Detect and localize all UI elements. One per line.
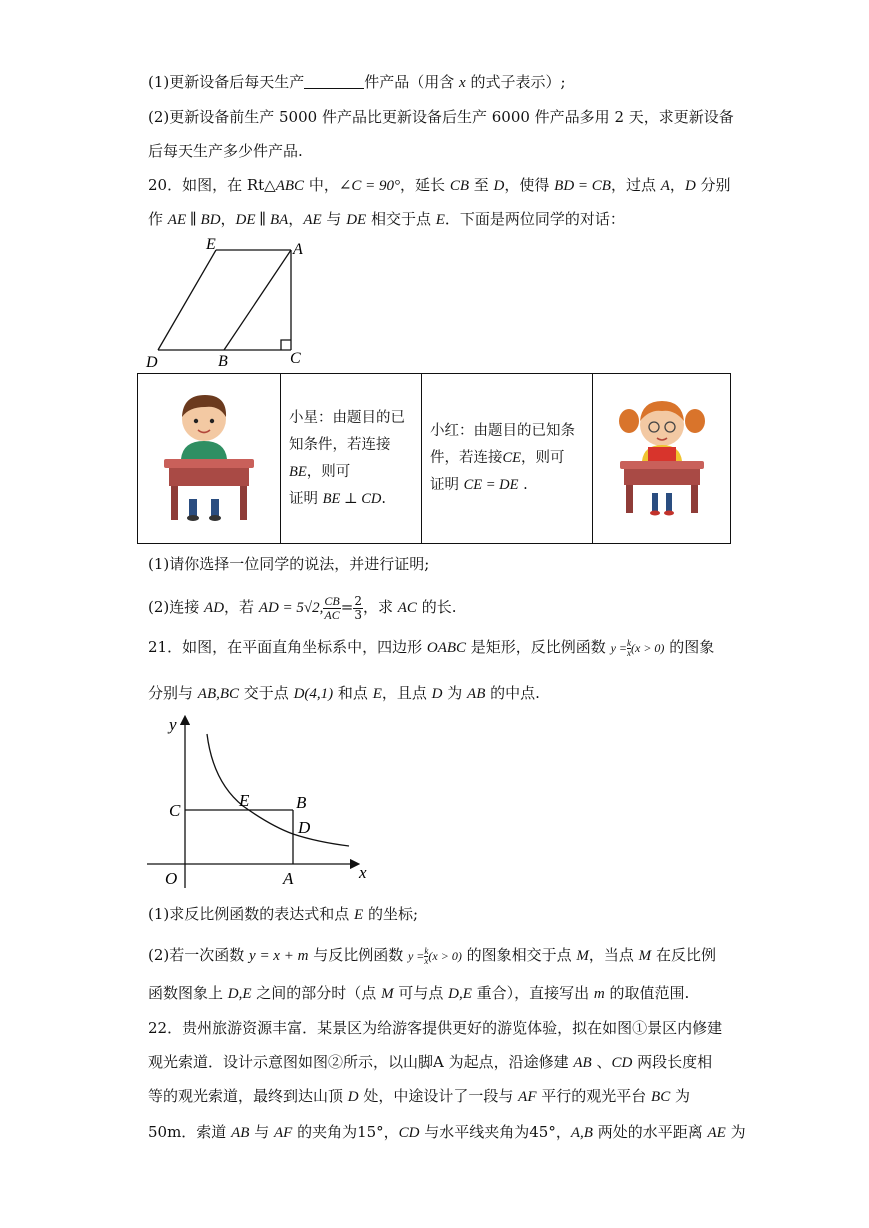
label-b: B [218,353,228,370]
q22-stem-line3: 等的观光索道，最终到达山顶 D 处，中途设计了一段与 AF 平行的观光平台 BC 为 [148,1087,690,1105]
label-b: B [296,793,307,812]
fraction-cb-ac: $\frac{CB}{AC}$ [324,593,340,622]
label-a: A [283,869,294,888]
label-o: O [165,869,178,888]
q19-part2-line2: 后每天生产多少件产品. [148,142,303,160]
label-c: C [169,801,181,820]
dialogue-table [137,373,731,544]
label-e: E [206,236,216,253]
boy-student-illustration [159,389,259,524]
q21-coordinate-figure [145,712,375,892]
q21-part2: (2)若一次函数 y = x + m 与反比例函数 y = $\frac{k}{x}$ (x > 0) 的图象相交于点 M，当点 M 在反比例 [148,945,716,966]
xiaoxing-cell: 小星：由题目的已 知条件，若连接 BE，则可 证明 BE ⊥ CD. [281,374,422,544]
q19-part2-line1: (2)更新设备前生产 5000 件产品比更新设备后生产 6000 件产品多用 2 天，求更新设备 [148,108,734,126]
girl-student-illustration [612,397,712,517]
q20-part1: (1)请你选择一位同学的说法，并进行证明; [148,555,430,573]
label-d: D [146,354,158,370]
q20-part2: (2)连接 AD，若 AD = 5√2, $\frac{CB}{AC}$ = $\frac{2}{3}$ ，求 AC 的长. [148,593,457,622]
answer-blank [304,74,364,89]
q19-part1: (1)更新设备后每天生产 件产品（用含 x 的式子表示）; [148,73,566,91]
label-x: x [359,863,367,882]
fraction-k-over-x: $\frac{k}{x}$ [627,637,632,658]
q20-stem-line2: 作 AE ∥ BD，DE ∥ BA，AE 与 DE 相交于点 E．下面是两位同学的对话： [148,210,625,228]
q22-stem-line4: 50m．索道 AB 与 AF 的夹角为15°，CD 与水平线夹角为45°，A,B 两处的水平距离 AE 为 [148,1123,746,1141]
boy-picture-cell [138,374,281,544]
label-c: C [290,350,301,367]
right-angle-mark [281,340,291,350]
fraction-k-over-x: $\frac{k}{x}$ [424,945,429,966]
q21-stem-line1: 21．如图，在平面直角坐标系中，四边形 OABC 是矩形，反比例函数 y = $\frac{k}{x}$ (x > 0) 的图象 [148,637,715,658]
xiaohong-cell: 小红：由题目的已知条 件，若连接CE，则可 证明 CE = DE . [422,374,593,544]
label-y: y [169,715,177,734]
label-d: D [298,818,311,837]
q21-part2-line2: 函数图象上 D,E 之间的部分时（点 M 可与点 D,E 重合），直接写出 m 的取值范围. [148,984,690,1002]
q21-stem-line2: 分别与 AB,BC 交于点 D(4,1) 和点 E，且点 D 为 AB 的中点. [148,684,540,702]
girl-picture-cell [593,374,731,544]
segment-ba [224,250,291,350]
fraction-two-thirds: $\frac{2}{3}$ [354,593,362,622]
segment-de [158,250,216,350]
q21-part1: (1)求反比例函数的表达式和点 E 的坐标; [148,905,419,923]
label-a: A [293,241,303,258]
q22-stem-line2: 观光索道．设计示意图如图②所示，以山脚A 为起点，沿途修建 AB 、CD 两段长度相 [148,1053,713,1071]
q22-stem-line1: 22．贵州旅游资源丰富．某景区为给游客提供更好的游览体验，拟在如图①景区内修建 [148,1019,723,1037]
label-e: E [239,791,250,810]
hyperbola-curve [207,734,349,846]
q20-geometry-figure [140,234,310,370]
q20-stem-line1: 20．如图，在 Rt△ABC 中，∠C = 90°，延长 CB 至 D，使得 BD = CB，过点 A，D 分别 [148,176,731,194]
